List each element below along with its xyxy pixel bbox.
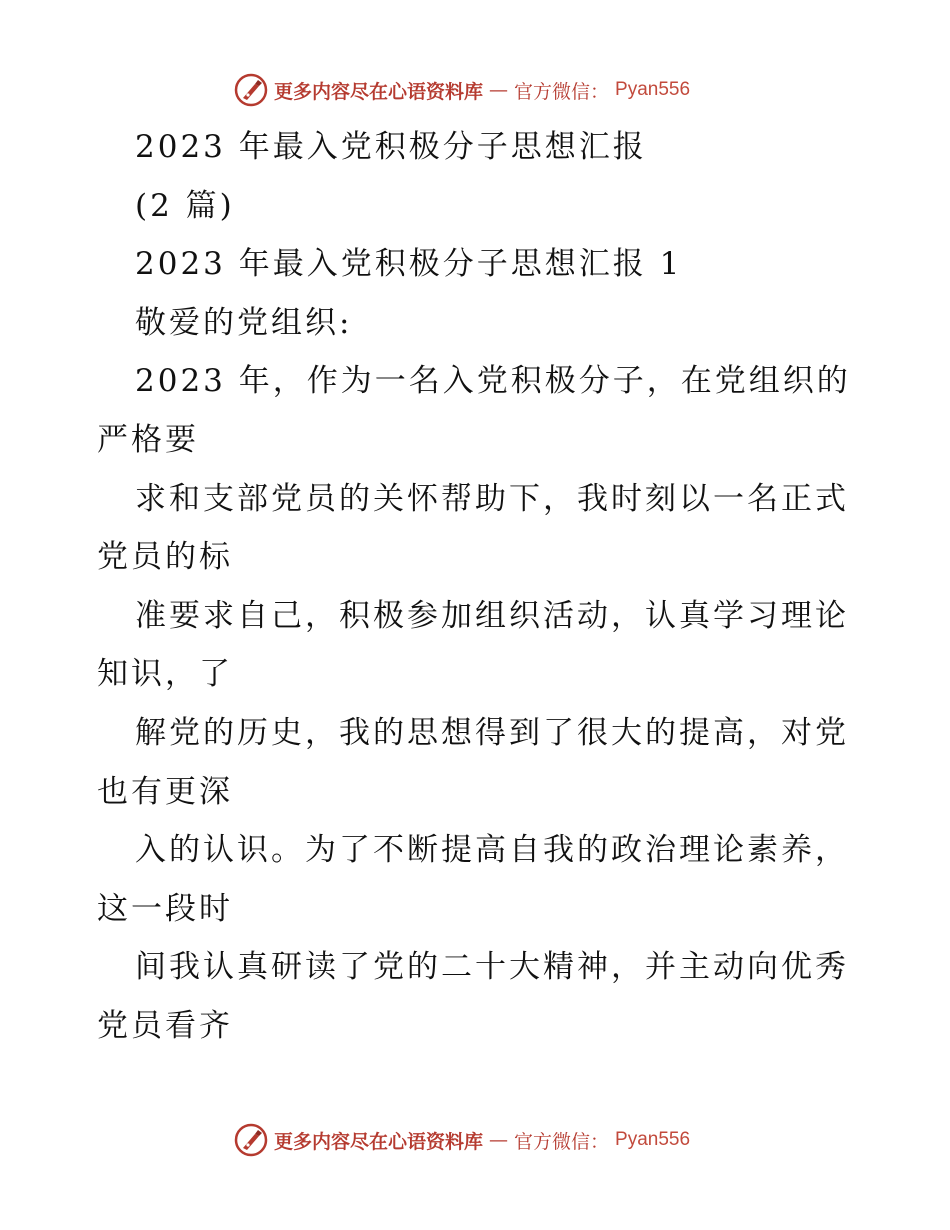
doc-title-line-2: (2 篇)	[135, 187, 235, 224]
doc-paragraph-line: 党员看齐	[97, 1007, 233, 1044]
banner-wechat-label: 官方微信：	[514, 1130, 610, 1153]
pen-nib-logo-icon	[234, 73, 268, 107]
banner-separator: —	[489, 79, 509, 101]
doc-paragraph-line: 这一段时	[97, 890, 233, 927]
doc-paragraph-line: 解党的历史，我的思想得到了很大的提高，对党	[135, 714, 849, 751]
banner-separator: —	[489, 1129, 509, 1151]
banner-brand-text: 更多内容尽在心语资料库	[274, 1130, 484, 1153]
doc-title-line-1: 2023 年最入党积极分子思想汇报	[135, 129, 647, 165]
doc-section-heading: 2023 年最入党积极分子思想汇报 1	[135, 246, 683, 283]
document-body	[97, 118, 877, 1056]
doc-paragraph-line: 知识，了	[97, 656, 233, 693]
doc-paragraph-line: 求和支部党员的关怀帮助下，我时刻以一名正式	[135, 480, 849, 517]
banner-wechat-label: 官方微信：	[514, 80, 610, 103]
footer-banner	[234, 1120, 690, 1160]
doc-paragraph-line: 也有更深	[97, 773, 233, 810]
banner-wechat-id: Pyan556	[615, 79, 691, 100]
doc-paragraph-line: 2023 年，作为一名入党积极分子，在党组织的	[135, 363, 851, 400]
doc-paragraph-line: 间我认真研读了党的二十大精神，并主动向优秀	[135, 949, 849, 986]
pen-nib-logo-icon	[234, 1123, 268, 1157]
doc-paragraph-line: 准要求自己，积极参加组织活动，认真学习理论	[135, 597, 849, 634]
header-banner	[234, 70, 690, 110]
banner-wechat-id: Pyan556	[615, 1129, 691, 1150]
doc-paragraph-line: 党员的标	[97, 539, 233, 576]
doc-paragraph-line: 严格要	[97, 421, 199, 458]
doc-paragraph-line: 入的认识。为了不断提高自我的政治理论素养，	[135, 832, 849, 869]
banner-brand-text: 更多内容尽在心语资料库	[274, 80, 484, 103]
doc-salutation: 敬爱的党组织:	[135, 304, 353, 341]
